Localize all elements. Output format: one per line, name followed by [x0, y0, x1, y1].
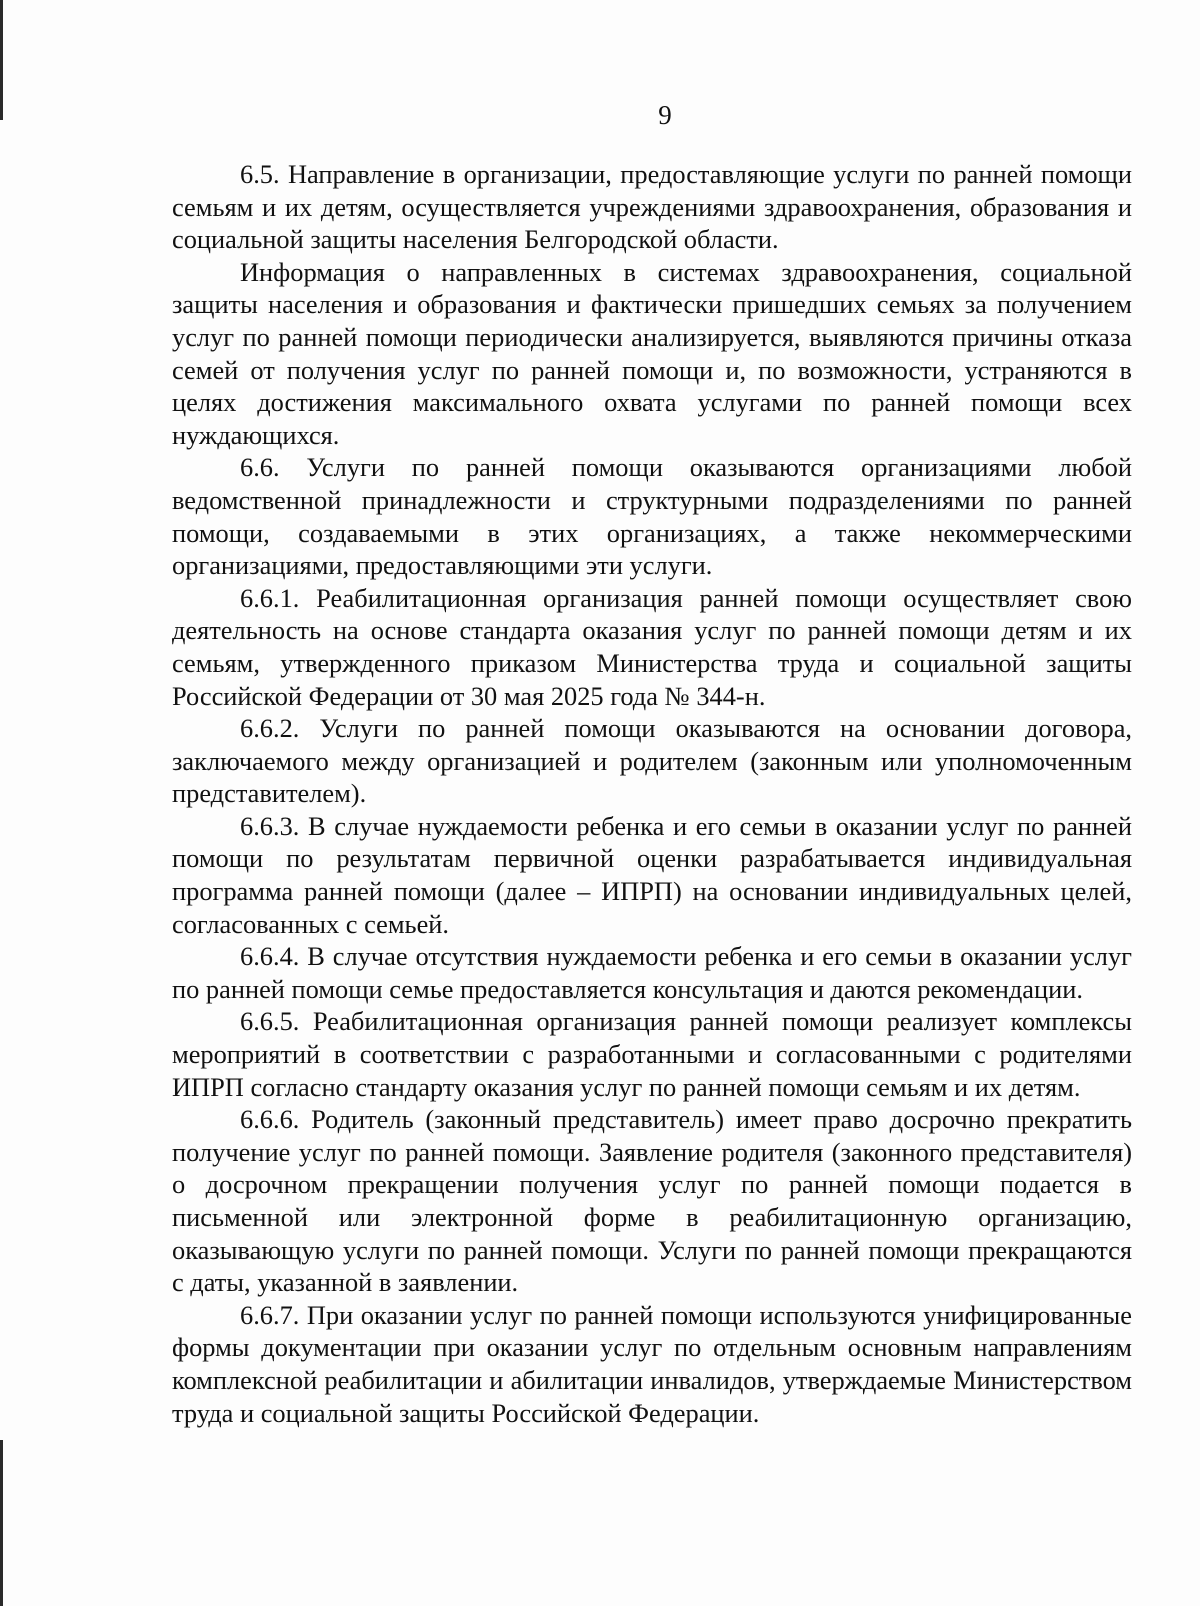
paragraph-6-6-3: 6.6.3. В случае нуждаемости ребенка и его семьи в оказании услуг по ранней помощи по результатам первичной оценки разрабатывается индивидуальная программа ранней помощи (далее – ИПРП) на основании индивидуальных целей, согласованных с семьей. [172, 810, 1132, 939]
paragraph-6-6: 6.6. Услуги по ранней помощи оказываются организациями любой ведомственной принадлежности и структурными подразделениями по ранней помощи, создаваемыми в этих организациях, а также некоммерческими организациями, предоставляющими эти услуги. [172, 452, 1132, 581]
paragraph-6-6-5: 6.6.5. Реабилитационная организация ранней помощи реализует комплексы мероприятий в соответствии с разработанными и согласованными с родителями ИПРП согласно стандарту оказания услуг по ранней помощи семьям и их детям. [172, 1006, 1132, 1102]
paragraph-6-6-1: 6.6.1. Реабилитационная организация ранней помощи осуществляет свою деятельность на основе стандарта оказания услуг по ранней помощи детям и их семьям, утвержденного приказом Министерства труда и социальной защиты Российской Федерации от 30 мая 2025 года № 344-н. [172, 582, 1132, 711]
paragraph-info: Информация о направленных в системах здравоохранения, социальной защиты населения и образования и фактически пришедших семьях за получением услуг по ранней помощи периодически анализируется, выявляются причины отказа семей от получения услуг по ранней помощи и, по возможности, устраняются в целях достижения максимального охвата услугами по ранней помощи всех нуждающихся. [172, 256, 1132, 450]
paragraph-6-6-6: 6.6.6. Родитель (законный представитель) имеет право досрочно прекратить получение услуг по ранней помощи. Заявление родителя (законного представителя) о досрочном прекращении получения услуг по ранней помощи подается в письменной или электронной форме в реабилитационную организацию, оказывающую услуги по ранней помощи. Услуги по ранней помощи прекращаются с даты, указанной в заявлении. [172, 1104, 1132, 1298]
document-body [172, 158, 1132, 1429]
paragraph-6-6-2: 6.6.2. Услуги по ранней помощи оказываются на основании договора, заключаемого между организацией и родителем (законным или уполномоченным представителем). [172, 713, 1132, 809]
paragraph-6-5: 6.5. Направление в организации, предоставляющие услуги по ранней помощи семьям и их детям, осуществляется учреждениями здравоохранения, образования и социальной защиты населения Белгородской области. [172, 159, 1132, 255]
paragraph-6-6-4: 6.6.4. В случае отсутствия нуждаемости ребенка и его семьи в оказании услуг по ранней помощи семье предоставляется консультация и даются рекомендации. [172, 941, 1132, 1004]
page-number: 9 [658, 100, 672, 130]
paragraph-6-6-7: 6.6.7. При оказании услуг по ранней помощи используются унифицированные формы документации при оказании услуг по отдельным основным направлениям комплексной реабилитации и абилитации инвалидов, утверждаемые Министерством труда и социальной защиты Российской Федерации. [172, 1299, 1132, 1428]
scan-edge-bottom [0, 1440, 3, 1606]
